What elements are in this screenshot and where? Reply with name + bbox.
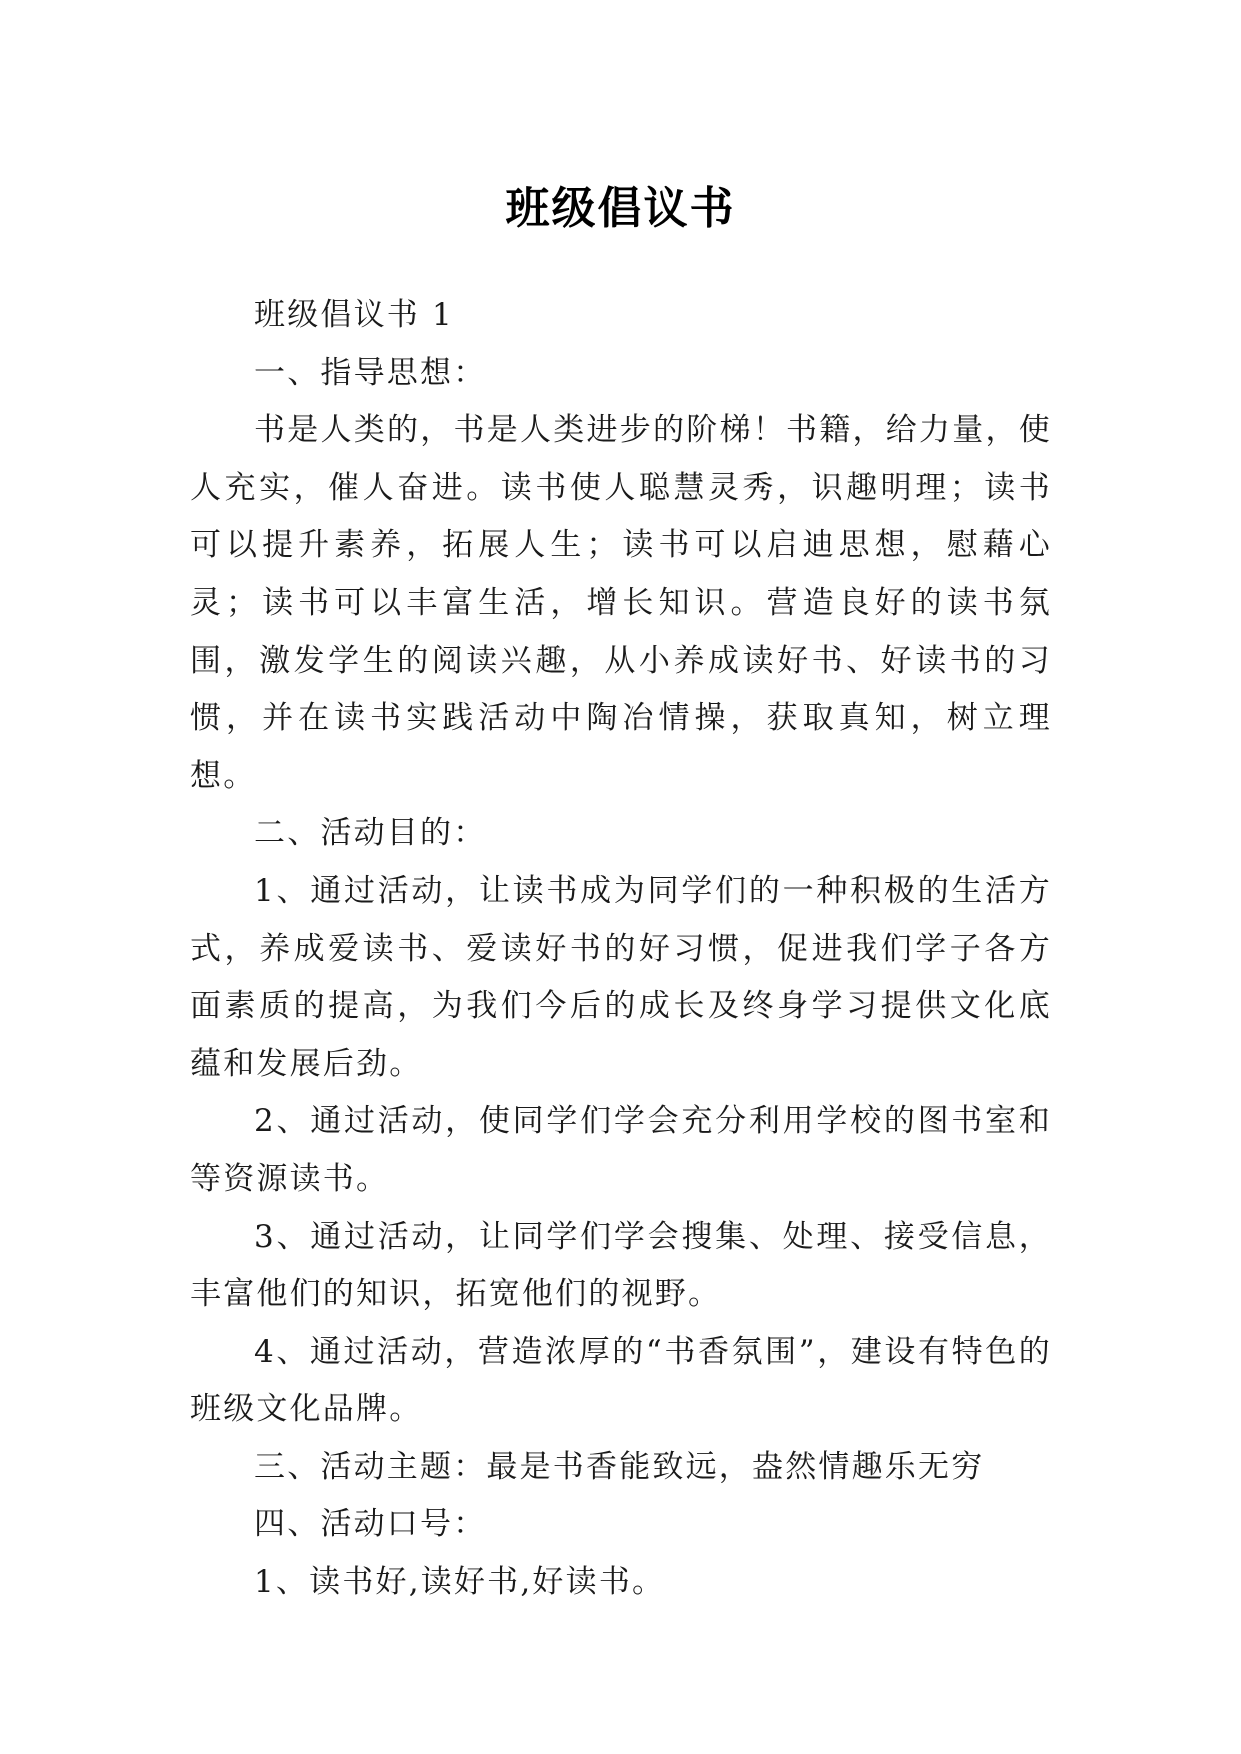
purpose-item-3: 3、通过活动，让同学们学会搜集、处理、接受信息，丰富他们的知识，拓宽他们的视野。 (190, 1218, 1052, 1313)
purpose-item-4: 4、通过活动，营造浓厚的“书香氛围”，建设有特色的班级文化品牌。 (190, 1333, 1052, 1428)
document-title: 班级倡议书 (505, 183, 736, 235)
purpose-item-1: 1、通过活动，让读书成为同学们的一种积极的生活方式，养成爱读书、爱读好书的好习惯，促进我们学子各方面素质的提高，为我们今后的成长及终身学习提供文化底蕴和发展后劲。 (190, 872, 1052, 1082)
section-heading-intro: 班级倡议书 1 (254, 297, 454, 333)
section-heading-purpose: 二、活动目的： (254, 815, 487, 852)
section-heading-theme: 三、活动主题：最是书香能致远，盎然情趣乐无穷 (254, 1448, 985, 1485)
section-heading-slogan: 四、活动口号： (254, 1506, 487, 1543)
slogan-item-1: 1、读书好,读好书,好读书。 (254, 1564, 666, 1601)
document-body (190, 287, 1052, 1612)
paragraph-guiding-thought: 书是人类的，书是人类进步的阶梯！书籍，给力量，使人充实，催人奋进。读书使人聪慧灵秀，识趣明理；读书可以提升素养，拓展人生；读书可以启迪思想，慰藉心灵；读书可以丰富生活，增长知识。营造良好的读书氛围，激发学生的阅读兴趣，从小养成读好书、好读书的习惯，并在读书实践活动中陶冶情操，获取真知，树立理想。 (190, 412, 1052, 794)
purpose-item-2: 2、通过活动，使同学们学会充分利用学校的图书室和等资源读书。 (190, 1103, 1052, 1197)
section-heading-guiding-thought: 一、指导思想： (254, 354, 487, 391)
